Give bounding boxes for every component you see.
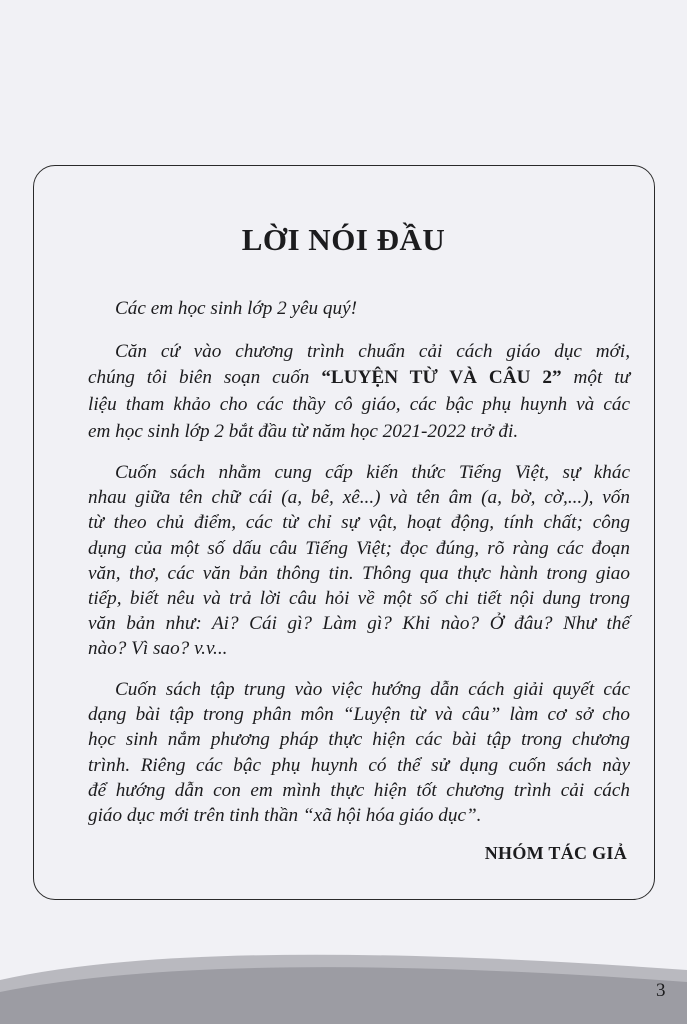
p3-line: nào? Vì sao? v.v...	[88, 638, 228, 660]
text-segment: chúng tôi biên soạn cuốn	[88, 367, 322, 388]
bleed-through-heading	[245, 60, 253, 94]
p4-line: dạng bài tập trong phân môn “Luyện từ và câu” làm cơ sở cho	[88, 704, 630, 726]
book-title: “LUYỆN TỪ VÀ CÂU 2”	[321, 367, 562, 388]
p4-line: Cuốn sách tập trung vào việc hướng dẫn cách giải quyết các	[115, 679, 630, 700]
p4-line: trình. Riêng các bậc phụ huynh có thể sử dụng cuốn sách này	[88, 754, 630, 776]
signature: NHÓM TÁC GIẢ	[484, 843, 627, 863]
p3-line: nhau giữa tên chữ cái (a, bê, xê...) và tên âm (a, bờ, cờ,...), vốn	[88, 487, 630, 509]
greeting: Các em học sinh lớp 2 yêu quý!	[115, 298, 358, 319]
paragraph-2-line: Căn cứ vào chương trình chuẩn cải cách giáo dục mới,	[115, 341, 630, 362]
p3-line: văn bản như: Ai? Cái gì? Làm gì? Khi nào? Ở đâu? Như thế	[88, 613, 630, 635]
p4-line: để hướng dẫn con em mình thực hiện tốt chương trình cải cách	[88, 779, 630, 801]
p4-line: học sinh nắm phương pháp thực hiện các bài tập trong chương	[88, 729, 630, 751]
p3-line: văn, thơ, các văn bản thông tin. Thông qua thực hành trong giao	[88, 562, 630, 584]
p3-line: từ theo chủ điểm, các từ chỉ sự vật, hoạt động, tính chất; công	[88, 512, 630, 534]
p3-line: Cuốn sách nhằm cung cấp kiến thức Tiếng Việt, sự khác	[115, 462, 630, 483]
paragraph-2-line: em học sinh lớp 2 bắt đầu từ năm học 2021-2022 trở đi.	[88, 421, 519, 442]
decorative-footer-curve	[0, 940, 687, 1024]
p4-line: giáo dục mới trên tinh thần “xã hội hóa giáo dục”.	[88, 805, 482, 826]
p3-line: tiếp, biết nêu và trả lời câu hỏi về một số chi tiết nội dung trong	[88, 588, 630, 609]
paragraph-2-line: liệu tham khảo cho các thầy cô giáo, các bậc phụ huynh và các	[88, 394, 630, 415]
page-title: LỜI NÓI ĐẦU	[241, 222, 446, 257]
text-segment: một tư	[561, 367, 631, 388]
page-number: 3	[656, 980, 666, 1001]
paragraph-2-line	[88, 367, 630, 389]
p3-line: dụng của một số dấu câu Tiếng Việt; đọc đúng, rõ ràng các đoạn	[88, 537, 630, 559]
